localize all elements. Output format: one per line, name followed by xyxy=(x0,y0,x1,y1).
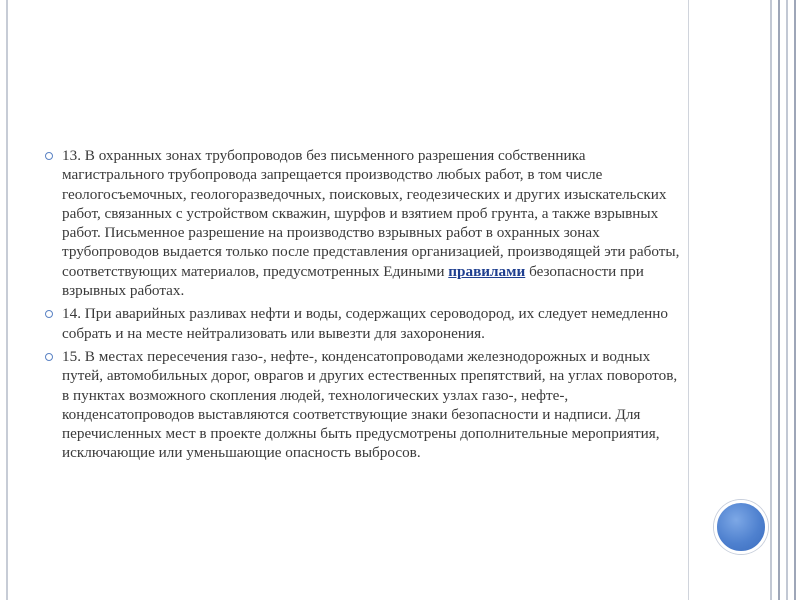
right-panel-border xyxy=(688,0,689,600)
circle-bullet-icon xyxy=(45,152,53,160)
decor-stripe xyxy=(794,0,796,600)
paragraph-14-text: 14. При аварийных разливах нефти и воды, содержащих сероводород, их следует немедленно собрать и на месте нейтрализовать или вывезти для захоронения. xyxy=(62,305,669,342)
decor-stripe xyxy=(778,0,780,600)
paragraph-15-text: 15. В местах пересечения газо-, нефте-, конденсатопроводами железнодорожных и водных путей, автомобильных дорог, оврагов и других естественных препятствий, на углах поворотов, в пунктах возможного скопления людей, технологических узлах газо-, нефте-, конденсатопроводов выставляются соответствующие знаки безопасности и надписи. Для перечисленных мест в проекте должны быть предусмотрены дополнительные мероприятия, исключающие или уменьшающие опасность выбросов. xyxy=(62,347,678,462)
slide-body xyxy=(44,146,684,467)
decor-stripe xyxy=(770,0,772,600)
left-divider xyxy=(6,0,8,600)
paragraph-13-text: 13. В охранных зонах трубопроводов без письменного разрешения собственника магистрального трубопровода запрещается производство любых работ, в том числе геологосъемочных, геологоразведочных, поисковых, геодезических и других изыскательских работ, связанных с устройством скважин, шурфов и взятием проб грунта, а также взрывных работ. Письменное разрешение на производство взрывных работ в охранных зонах трубопроводов выдается только после представления организацией, производящей эти работы, соответствующих материалов, предусмотренных Едиными xyxy=(62,147,680,280)
decor-stripes xyxy=(770,0,796,600)
decor-stripe xyxy=(786,0,788,600)
decor-circle-icon xyxy=(714,500,768,554)
rules-link[interactable]: правилами xyxy=(448,262,526,280)
list-item-15 xyxy=(44,347,684,463)
list-item-13 xyxy=(44,146,684,300)
circle-bullet-icon xyxy=(45,310,53,318)
paragraph-13-tail: безопасности при взрывных работах. xyxy=(62,262,644,300)
list-item-14 xyxy=(44,304,684,343)
circle-bullet-icon xyxy=(45,353,53,361)
